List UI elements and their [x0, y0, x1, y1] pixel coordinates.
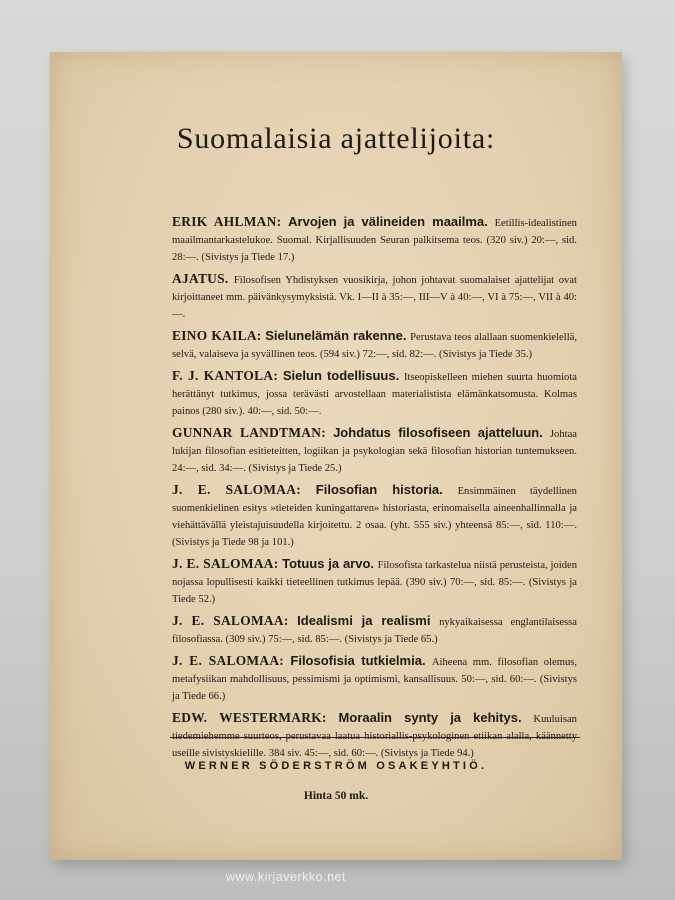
entry-title: Moraalin synty ja kehitys.	[338, 710, 522, 725]
entry-description: Kuuluisan tiedemiehemme suurteos, perustavaa laatua historiallis-psykologinen etiikan alalla, käännetty useille sivistyskielille. 384 siv. 45:—, sid. 60:—. (Sivistys ja Tiede 94.)	[172, 714, 577, 759]
list-item	[172, 271, 577, 322]
entry-description: Ensimmäinen täydellinen suomenkielinen esitys »tieteiden kuningattaren» historiasta, erinomaisella aineenhallinnalla ja viehättävällä yleistajuisuudella kirjoitettu. 2 osaa. (yht. 555 siv.) yhteensä 85:—, sid. 110:—. (Sivistys ja Tiede 98 ja 101.)	[172, 486, 577, 548]
entry-description: Perustava teos alallaan suomenkielellä, selvä, valaiseva ja syvällinen teos. (594 siv.) 72:—, sid. 82:—. (Sivistys ja Tiede 35.)	[172, 332, 577, 360]
entry-author: EDW. WESTERMARK:	[172, 710, 327, 725]
entry-author: F. J. KANTOLA:	[172, 368, 279, 383]
entry-title: Idealismi ja realismi	[297, 613, 431, 628]
entry-author: AJATUS.	[172, 271, 229, 286]
book-back-cover	[50, 52, 622, 884]
entry-title: Filosofisia tutkielmia.	[290, 653, 426, 668]
entry-title: Sielunelämän rakenne.	[265, 328, 407, 343]
list-item	[172, 710, 577, 761]
page-title: Suomalaisia ajattelijoita:	[176, 122, 496, 155]
entry-author: J. E. SALOMAA:	[172, 653, 285, 668]
publisher-name: WERNER SÖDERSTRÖM OSAKEYHTIÖ.	[184, 760, 488, 772]
price-label: Hinta 50 mk.	[303, 790, 369, 802]
entry-author: J. E. SALOMAA:	[172, 556, 279, 571]
entry-author: ERIK AHLMAN:	[172, 214, 282, 229]
list-item	[172, 613, 577, 647]
entry-description: Filosofista tarkastelua niistä perusteista, joiden nojassa lopullisesti kaikki tieteellinen tutkimus lepää. (390 siv.) 70:—, sid. 85:—. (Sivistys ja Tiede 52.)	[172, 560, 578, 605]
watermark-text: www.kirjaverkko.net	[226, 870, 346, 884]
entry-title: Johdatus filosofiseen ajatteluun.	[333, 425, 543, 440]
entry-author: J. E. SALOMAA:	[172, 613, 289, 628]
entry-description: Eetillis-idealistinen maailmantarkastelukoe. Suomal. Kirjallisuuden Seuran palkitsema teos. (320 siv.) 20:—, sid. 28:—. (Sivistys ja Tiede 17.)	[172, 218, 577, 263]
entry-description: Itseopiskelleen miehen suurta huomiota herättänyt tutkimus, jossa terävästi arvostellaan materialistista elämänkatsomusta. Kolmas painos (280 siv.). 40:—, sid. 50:—.	[172, 372, 577, 417]
entry-title: Filosofian historia.	[315, 482, 443, 497]
entry-author: GUNNAR LANDTMAN:	[172, 425, 326, 440]
entry-title: Sielun todellisuus.	[282, 368, 400, 383]
list-item	[172, 214, 577, 265]
book-list	[172, 214, 577, 767]
list-item	[172, 556, 577, 607]
entry-description: nykyaikaisessa englantilaisessa filosofiassa. (309 siv.) 75:—, sid. 85:—. (Sivistys ja Tiede 65.)	[172, 617, 577, 645]
entry-description: Aiheena mm. filosofian olemus, metafysiikan mahdollisuus, pessimismi ja optimismi, kansallisuus. 50:—, sid. 60:—. (Sivistys ja Tiede 66.)	[172, 657, 578, 702]
divider	[170, 737, 580, 738]
list-item	[172, 482, 577, 550]
list-item	[172, 328, 577, 362]
entry-title: Arvojen ja välineiden maailma.	[288, 214, 488, 229]
entry-author: J. E. SALOMAA:	[172, 482, 301, 497]
list-item	[172, 425, 577, 476]
entry-description: Filosofisen Yhdistyksen vuosikirja, johon johtavat suomalaiset ajattelijat ovat kirjoittaneet mm. päivänkysymyksistä. Vk. I—II à 35:—, III—V à 40:—, VI à 75:—, VII à 40:—.	[172, 275, 577, 320]
entry-author: EINO KAILA:	[172, 328, 262, 343]
entry-title: Totuus ja arvo.	[282, 556, 375, 571]
list-item	[172, 653, 577, 704]
entry-description: Johtaa lukijan filosofian esitieteitten, logiikan ja psykologian sekä filosofian historian tuntemukseen. 24:—, sid. 34:—. (Sivistys ja Tiede 25.)	[172, 429, 577, 474]
list-item	[172, 368, 577, 419]
